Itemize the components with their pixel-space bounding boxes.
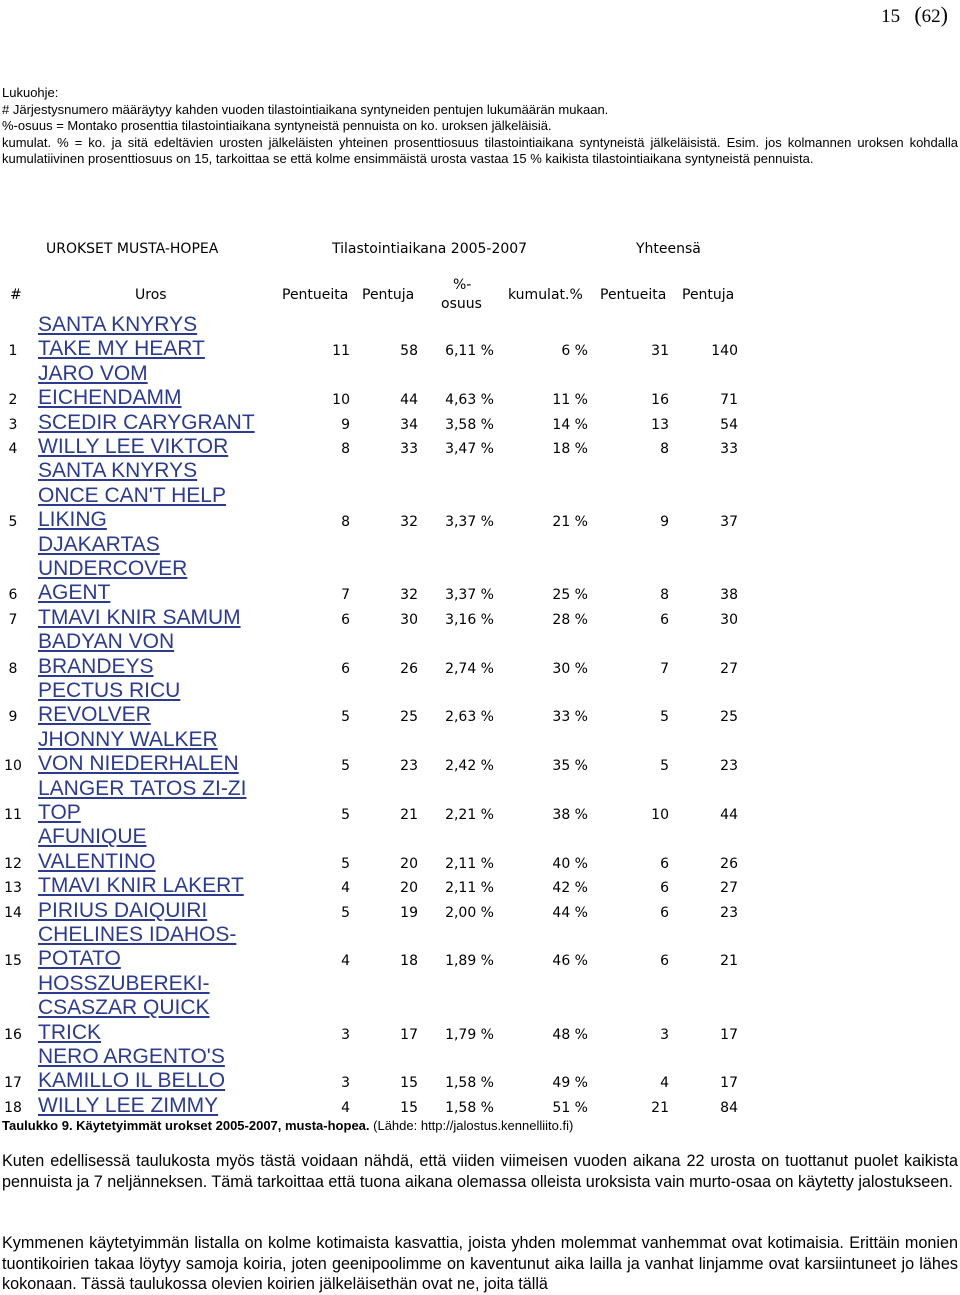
cell-share: 3,58 % [445,416,494,433]
cell-share: 3,37 % [445,587,494,604]
row-rank: 10 [4,758,22,775]
cell-total-puppies: 54 [720,416,738,433]
cell-cumulative: 14 % [552,416,588,433]
male-name-link[interactable] [38,313,278,362]
male-name-line: UNDERCOVER [38,557,188,580]
row-rank: 15 [4,953,22,970]
cell-litters: 5 [341,904,350,921]
male-name-line: LANGER TATOS ZI-ZI [38,776,247,800]
row-rank: 3 [8,416,18,433]
cell-share: 3,37 % [445,514,494,531]
col-puppies: Pentuja [362,287,415,303]
male-name-link[interactable] [38,630,278,679]
male-name-line: CSASZAR QUICK [38,996,210,1020]
cell-puppies: 19 [400,904,418,921]
cell-share: 6,11 % [445,343,494,360]
cell-litters: 10 [332,392,350,409]
caption-label: Taulukko 9. Käytetyimmät urokset 2005-2007, musta-hopea. [2,1118,370,1133]
cell-total-puppies: 84 [720,1099,738,1116]
cell-total-puppies: 44 [720,807,738,823]
male-name-line: PIRIUS DAIQUIRI [38,898,208,922]
cell-cumulative: 21 % [552,514,588,531]
cell-total-litters: 31 [651,343,669,360]
cell-total-puppies: 37 [720,514,738,531]
cell-puppies: 15 [400,1075,418,1092]
cell-litters: 5 [341,709,350,726]
male-name-line: TOP [38,801,81,824]
cell-total-litters: 10 [651,807,669,823]
male-name-line: SANTA KNYRYS [38,313,198,336]
cell-cumulative: 51 % [552,1099,588,1116]
row-rank: 11 [4,807,22,823]
male-name-link[interactable] [38,606,278,630]
paragraph-1: Kuten edellisessä taulukosta myös tästä voidaan nähdä, että viiden viimeisen vuoden aikana 22 urosta on tuottanut puolet kaikista pennuista ja 7 neljänneksen. Tämä tarkoittaa että tuona aikana olemassa olleista uroksista vain murto-osaa on käytetty jalostukseen. [2,1152,958,1191]
cell-total-litters: 5 [660,709,669,726]
row-rank: 14 [4,904,22,921]
cell-cumulative: 42 % [552,880,588,897]
table-caption [2,1118,573,1133]
cell-total-puppies: 38 [720,587,738,604]
col-male: Uros [135,287,167,303]
table-period: Tilastointiaikana 2005-2007 [332,241,528,257]
cell-puppies: 15 [400,1099,418,1116]
cell-litters: 6 [341,660,350,677]
col-total-puppies: Pentuja [682,287,735,303]
cell-puppies: 30 [400,611,418,628]
cell-cumulative: 33 % [552,709,588,726]
row-rank: 17 [4,1075,22,1092]
cell-cumulative: 49 % [552,1075,588,1092]
cell-cumulative: 35 % [552,758,588,775]
cell-share: 2,11 % [445,855,494,872]
row-rank: 13 [4,880,22,897]
cell-puppies: 23 [400,758,418,775]
cell-total-puppies: 23 [720,904,738,921]
male-name-line: DJAKARTAS [38,532,160,556]
cell-total-puppies: 17 [720,1075,738,1092]
cell-share: 1,89 % [445,953,494,970]
male-name-line: EICHENDAMM [38,386,182,410]
page-total: 62 [921,6,941,27]
cell-puppies: 17 [400,1026,418,1043]
male-name-line: HOSSZUBEREKI- [38,971,210,995]
cell-litters: 4 [341,953,350,970]
row-rank: 9 [8,709,18,726]
male-name-line: JHONNY WALKER [38,727,218,751]
cell-puppies: 58 [400,343,418,360]
cell-cumulative: 18 % [552,441,588,457]
cell-litters: 3 [341,1026,350,1043]
male-name-line: REVOLVER [38,703,151,727]
cell-total-puppies: 25 [720,709,738,726]
cell-cumulative: 11 % [552,392,588,409]
row-rank: 4 [8,441,18,457]
male-name-line: WILLY LEE VIKTOR [38,435,229,458]
cell-total-puppies: 71 [720,392,738,409]
cell-total-litters: 8 [660,587,669,604]
col-share-bottom: osuus [441,296,482,312]
male-name-link[interactable] [38,435,278,459]
cell-puppies: 20 [400,880,418,897]
caption-source: (Lähde: http://jalostus.kennelliito.fi) [373,1118,574,1133]
reading-guide-cumulative: kumulat. % = ko. ja sitä edeltävien urosten jälkeläisten yhteinen prosenttiosuus tilastointiaikana syntyneistä jälkeläisistä. Esim. jos kolmannen uroksen kohdalla kumulatiivinen prosenttiosuus on 15, tarkoittaa se että kolme ensimmäistä urosta vastaa 15 % kaikista tilastointiaikana syntyneistä pennuista. [2,134,958,166]
male-name-link[interactable] [38,972,278,1045]
reading-guide-share: %-osuus = Montako prosenttia tilastointiaikana syntyneistä pennuista on ko. uroksen jälkeläisiä. [2,118,552,133]
cell-total-puppies: 30 [720,611,738,628]
cell-puppies: 34 [400,416,418,433]
cell-litters: 7 [341,587,350,604]
row-rank: 8 [8,660,18,677]
cell-total-puppies: 23 [720,758,738,775]
cell-puppies: 33 [400,441,418,457]
cell-litters: 5 [341,807,350,823]
cell-total-litters: 13 [651,416,669,433]
paragraph-2: Kymmenen käytetyimmän listalla on kolme kotimaista kasvattia, joista yhden molemmat vanhemmat ovat kotimaisia. Erittäin monien tuontikoirien takaa löytyy samoja koiria, joten geenipoolimme on kaventunut aika lailla ja vanhat linjamme ovat karsiintuneet jo lähes kokonaan. Tässä taulukossa olevien koirien jälkeläisethän ovat ne, joita tällä [2,1234,958,1293]
male-name-link[interactable] [38,679,278,728]
row-rank: 2 [8,392,18,409]
cell-share: 2,63 % [445,709,494,726]
row-rank: 5 [8,514,18,531]
male-name-line: NERO ARGENTO'S [38,1045,225,1068]
cell-total-litters: 8 [660,441,669,457]
male-name-line: TRICK [38,1020,101,1044]
male-name-line: ONCE CAN'T HELP [38,483,226,507]
cell-cumulative: 44 % [552,904,588,921]
male-name-link[interactable] [38,899,278,923]
cell-share: 4,63 % [445,392,494,409]
cell-puppies: 26 [400,660,418,677]
cell-cumulative: 25 % [552,587,588,604]
cell-total-litters: 6 [660,904,669,921]
male-name-line: AGENT [38,581,111,605]
male-name-link[interactable] [38,923,278,972]
male-name-line: CHELINES IDAHOS- [38,923,237,946]
cell-share: 2,11 % [445,880,494,897]
cell-litters: 8 [341,441,350,457]
table-title: UROKSET MUSTA-HOPEA [46,241,219,257]
male-name-link[interactable] [38,825,278,874]
cell-share: 3,16 % [445,611,494,628]
cell-litters: 5 [341,855,350,872]
cell-total-puppies: 33 [720,441,738,457]
cell-litters: 8 [341,514,350,531]
cell-total-puppies: 140 [711,343,738,360]
male-name-line: VON NIEDERHALEN [38,752,239,776]
row-rank: 6 [8,587,18,604]
male-name-link[interactable] [38,728,278,777]
male-name-link[interactable] [38,1045,278,1094]
cell-litters: 9 [341,416,350,433]
col-cumulative: kumulat.% [508,287,583,303]
row-rank: 18 [4,1099,22,1116]
male-name-link[interactable] [38,411,278,435]
male-name-line: JARO VOM [38,361,148,385]
male-name-line: SANTA KNYRYS [38,459,198,483]
cell-cumulative: 48 % [552,1026,588,1043]
cell-puppies: 32 [400,514,418,531]
cell-share: 1,58 % [445,1075,494,1092]
cell-total-litters: 3 [660,1026,669,1043]
cell-puppies: 20 [400,855,418,872]
male-name-link[interactable] [38,777,278,826]
cell-total-puppies: 17 [720,1026,738,1043]
male-name-line: POTATO [38,947,121,971]
cell-total-litters: 6 [660,855,669,872]
row-rank: 16 [4,1026,22,1043]
cell-share: 2,42 % [445,758,494,775]
row-rank: 12 [4,855,22,872]
cell-total-litters: 16 [651,392,669,409]
cell-total-litters: 6 [660,611,669,628]
row-rank: 7 [8,611,18,628]
cell-cumulative: 28 % [552,611,588,628]
cell-total-litters: 5 [660,758,669,775]
cell-total-puppies: 21 [720,953,738,970]
cell-cumulative: 38 % [552,807,588,823]
male-name-line: VALENTINO [38,849,156,873]
col-rank: # [10,287,22,303]
cell-total-litters: 21 [651,1099,669,1116]
cell-total-litters: 7 [660,660,669,677]
male-name-line: AFUNIQUE [38,825,147,849]
cell-share: 2,00 % [445,904,494,921]
col-total-litters: Pentueita [600,287,667,303]
reading-guide-rank: # Järjestysnumero määräytyy kahden vuoden tilastointiaikana syntyneiden pentujen lukumäärän mukaan. [2,101,609,117]
cell-total-litters: 9 [660,514,669,531]
male-name-line: KAMILLO IL BELLO [38,1069,226,1093]
male-name-line: BRANDEYS [38,654,154,678]
cell-total-puppies: 26 [720,855,738,872]
male-name-link[interactable] [38,362,278,411]
cell-puppies: 32 [400,587,418,604]
col-share-top: %- [453,277,472,293]
cell-litters: 4 [341,1099,350,1116]
col-litters: Pentueita [282,287,349,303]
male-name-link[interactable] [38,533,278,606]
cell-cumulative: 30 % [552,660,588,677]
cell-share: 2,74 % [445,660,494,677]
cell-cumulative: 40 % [552,855,588,872]
page-number: 15 (62) [881,2,948,27]
cell-litters: 11 [332,343,350,360]
table-total-label: Yhteensä [636,241,701,257]
cell-litters: 5 [341,758,350,775]
cell-share: 3,47 % [445,441,494,457]
cell-puppies: 18 [400,953,418,970]
cell-total-litters: 4 [660,1075,669,1092]
cell-litters: 6 [341,611,350,628]
cell-total-puppies: 27 [720,660,738,677]
page-current: 15 [881,6,901,27]
male-name-line: TMAVI KNIR LAKERT [38,874,244,898]
reading-guide-heading: Lukuohje: [2,85,59,100]
male-name-link[interactable] [38,1094,278,1118]
male-name-line: PECTUS RICU [38,679,181,702]
cell-litters: 4 [341,880,350,897]
male-name-line: WILLY LEE ZIMMY [38,1093,219,1117]
male-name-line: LIKING [38,508,107,532]
reading-guide [2,85,958,168]
cell-total-litters: 6 [660,953,669,970]
male-name-line: TAKE MY HEART [38,337,205,361]
cell-share: 1,79 % [445,1026,494,1043]
cell-puppies: 21 [400,807,418,823]
male-name-link[interactable] [38,459,278,532]
male-name-line: SCEDIR CARYGRANT [38,410,255,434]
cell-puppies: 25 [400,709,418,726]
cell-share: 1,58 % [445,1099,494,1116]
cell-total-litters: 6 [660,880,669,897]
male-name-line: BADYAN VON [38,630,175,654]
male-name-link[interactable] [38,874,278,898]
male-name-line: TMAVI KNIR SAMUM [38,605,241,629]
cell-share: 2,21 % [445,807,494,823]
cell-cumulative: 6 % [561,343,588,360]
cell-litters: 3 [341,1075,350,1092]
cell-puppies: 44 [400,392,418,409]
cell-total-puppies: 27 [720,880,738,897]
cell-cumulative: 46 % [552,953,588,970]
row-rank: 1 [8,343,18,360]
